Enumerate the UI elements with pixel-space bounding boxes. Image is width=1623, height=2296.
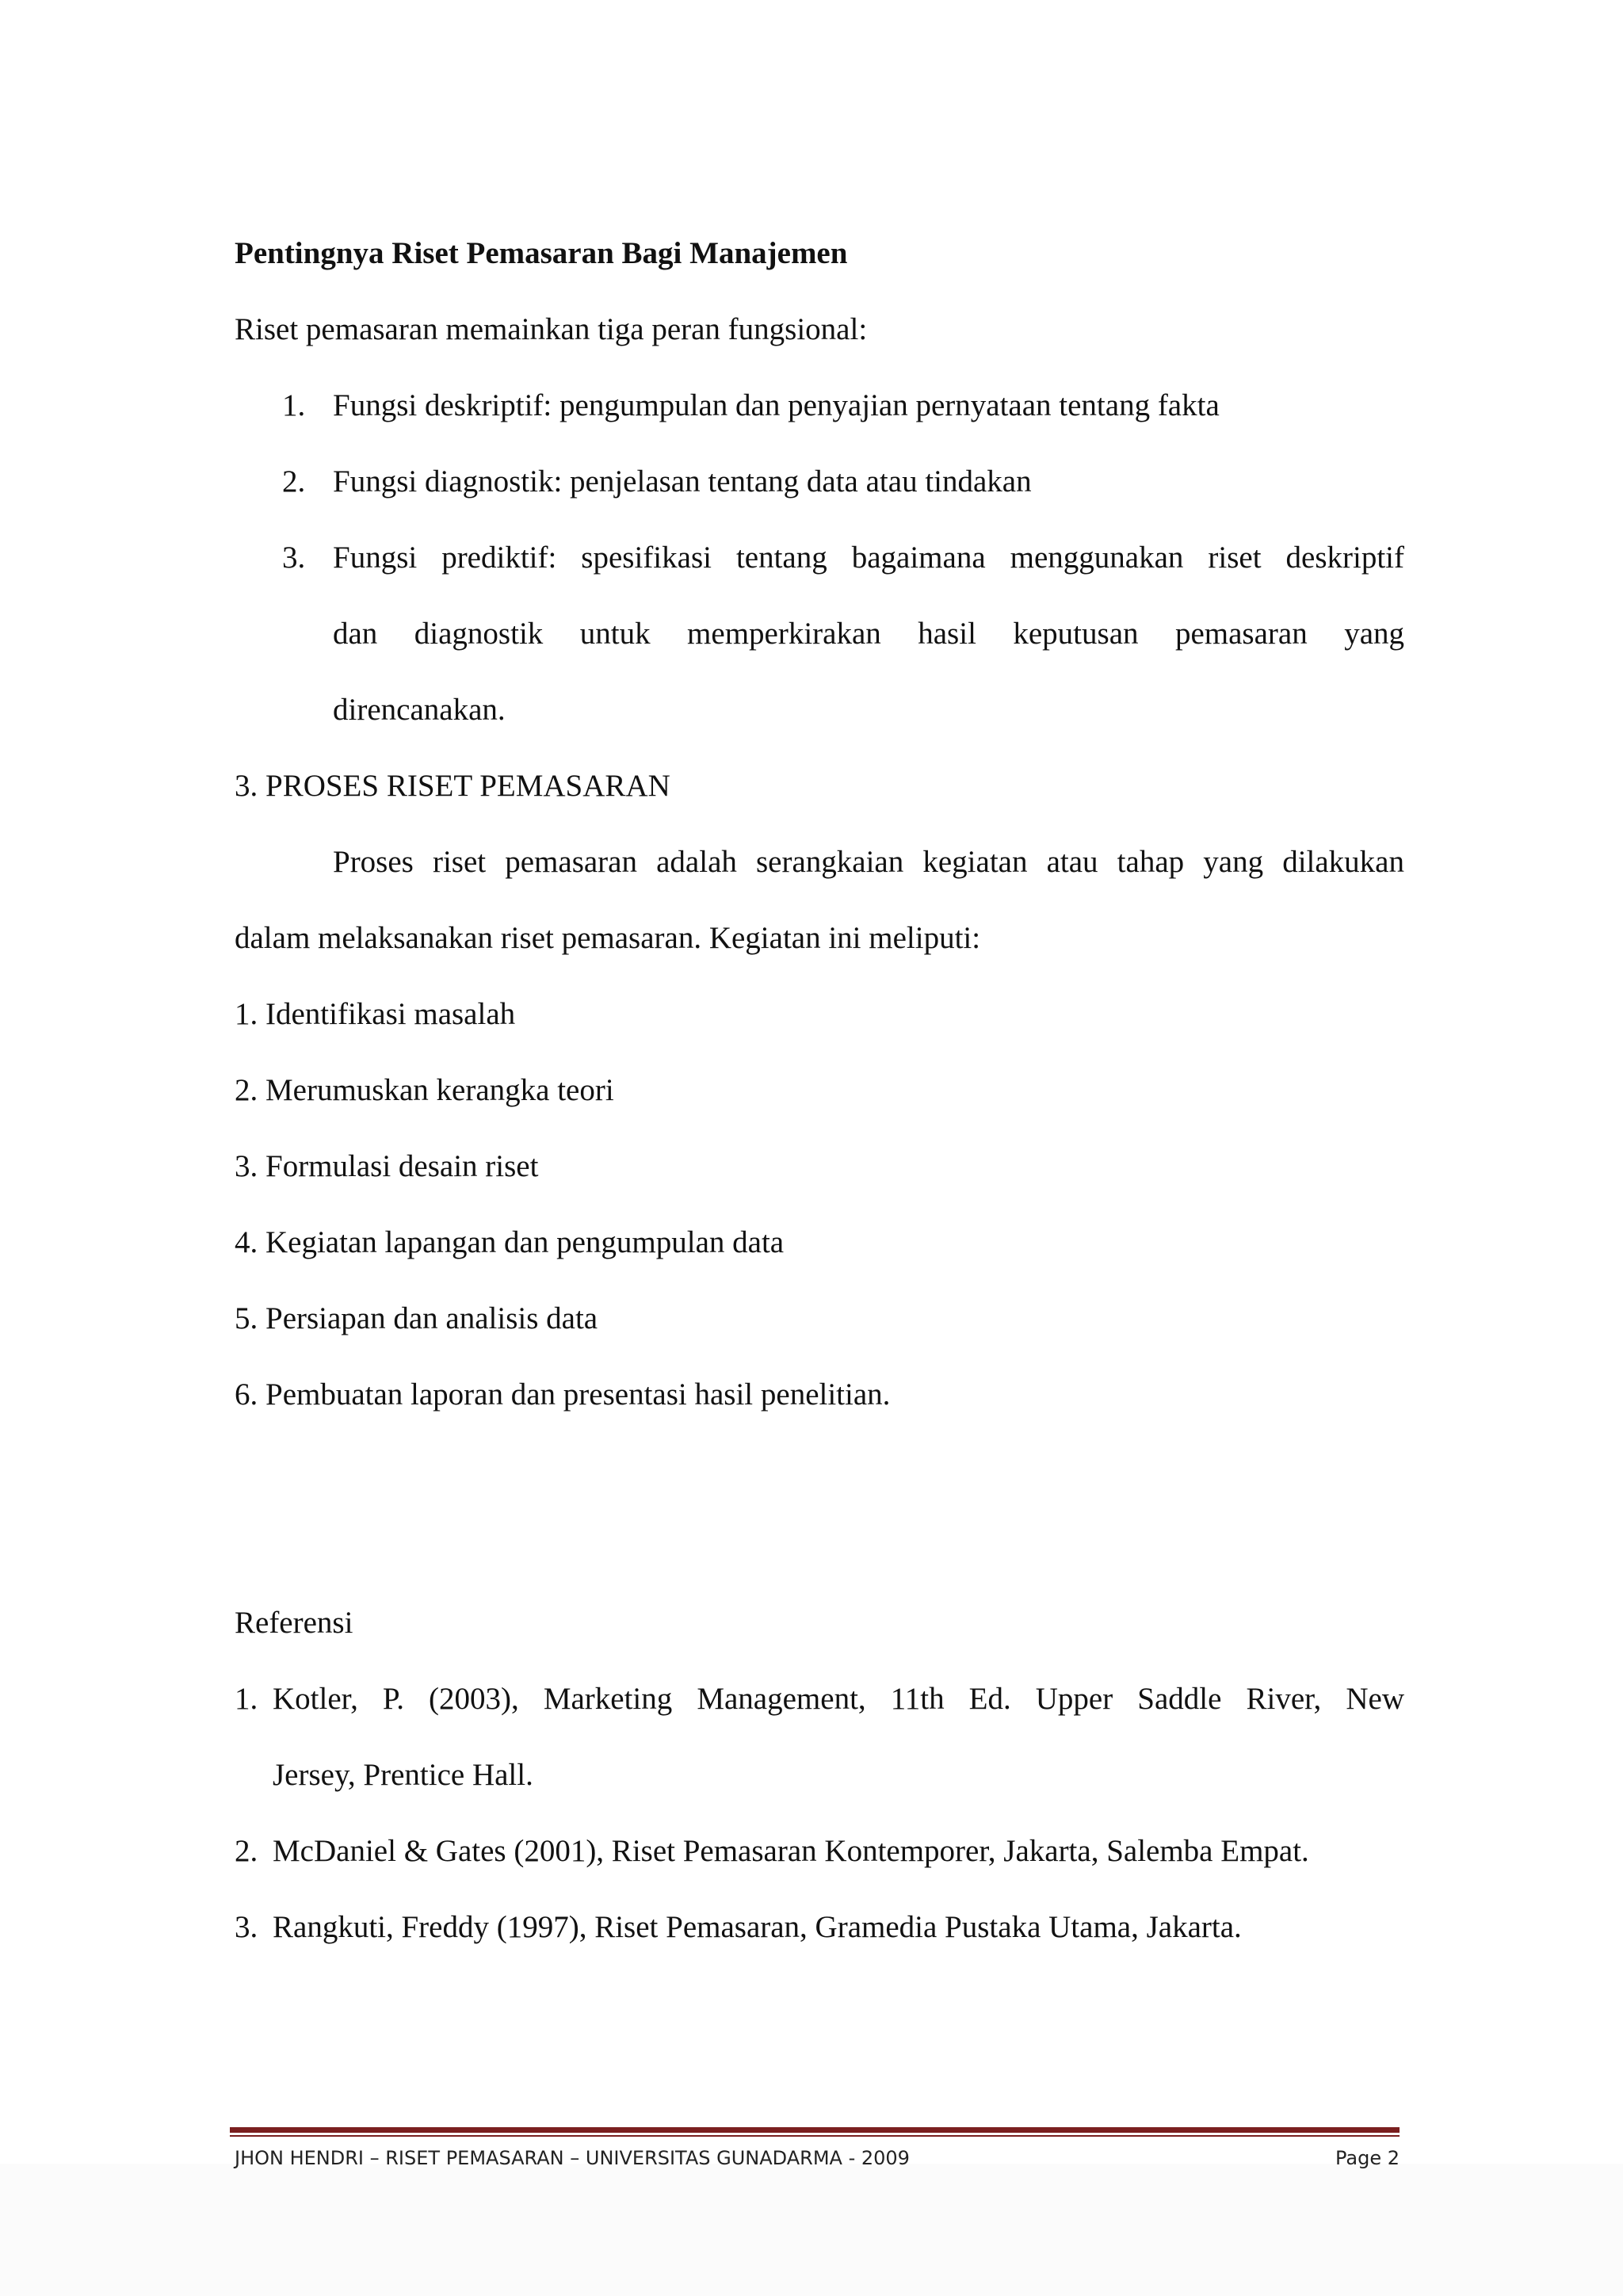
step-item: 5. Persiapan dan analisis data xyxy=(235,1301,598,1335)
footer-rule-thin xyxy=(230,2135,1400,2137)
reference-number: 3. xyxy=(235,1910,258,1944)
step-item: 2. Merumuskan kerangka teori xyxy=(235,1073,614,1107)
section-heading: Pentingnya Riset Pemasaran Bagi Manajemen xyxy=(235,236,848,270)
footer-rule xyxy=(230,2127,1400,2133)
function-text: Fungsi diagnostik: penjelasan tentang data atau tindakan xyxy=(333,464,1032,499)
footer-left-text: JHON HENDRI – RISET PEMASARAN – UNIVERSITAS GUNADARMA - 2009 xyxy=(235,2147,910,2169)
step-item: 4. Kegiatan lapangan dan pengumpulan data xyxy=(235,1225,785,1259)
function-text-continued: dan diagnostik untuk memperkirakan hasil keputusan pemasaran yang xyxy=(333,617,1404,651)
process-paragraph: Proses riset pemasaran adalah serangkaian kegiatan atau tahap yang dilakukan xyxy=(333,845,1404,879)
reference-text: McDaniel & Gates (2001), Riset Pemasaran Kontemporer, Jakarta, Salemba Empat. xyxy=(273,1834,1309,1868)
references-title: Referensi xyxy=(235,1606,353,1640)
page-number: Page 2 xyxy=(1335,2147,1400,2169)
step-item: 1. Identifikasi masalah xyxy=(235,997,516,1031)
reference-text-continued: Jersey, Prentice Hall. xyxy=(273,1758,533,1792)
intro-text: Riset pemasaran memainkan tiga peran fungsional: xyxy=(235,312,868,346)
function-number: 2. xyxy=(282,464,306,499)
function-text: Fungsi prediktif: spesifikasi tentang bagaimana menggunakan riset deskriptif xyxy=(333,541,1404,575)
function-text-continued: direncanakan. xyxy=(333,693,506,727)
reference-text: Rangkuti, Freddy (1997), Riset Pemasaran, Gramedia Pustaka Utama, Jakarta. xyxy=(273,1910,1242,1944)
footer-background xyxy=(0,2164,1623,2296)
function-text: Fungsi deskriptif: pengumpulan dan penyajian pernyataan tentang fakta xyxy=(333,388,1220,422)
reference-number: 1. xyxy=(235,1682,258,1716)
reference-number: 2. xyxy=(235,1834,258,1868)
step-item: 3. Formulasi desain riset xyxy=(235,1149,539,1183)
function-number: 3. xyxy=(282,541,306,575)
section-title: 3. PROSES RISET PEMASARAN xyxy=(235,769,670,803)
function-number: 1. xyxy=(282,388,306,422)
reference-text: Kotler, P. (2003), Marketing Management, 11th Ed. Upper Saddle River, New xyxy=(273,1682,1404,1716)
process-paragraph-continued: dalam melaksanakan riset pemasaran. Kegiatan ini meliputi: xyxy=(235,921,981,955)
step-item: 6. Pembuatan laporan dan presentasi hasil penelitian. xyxy=(235,1377,891,1412)
